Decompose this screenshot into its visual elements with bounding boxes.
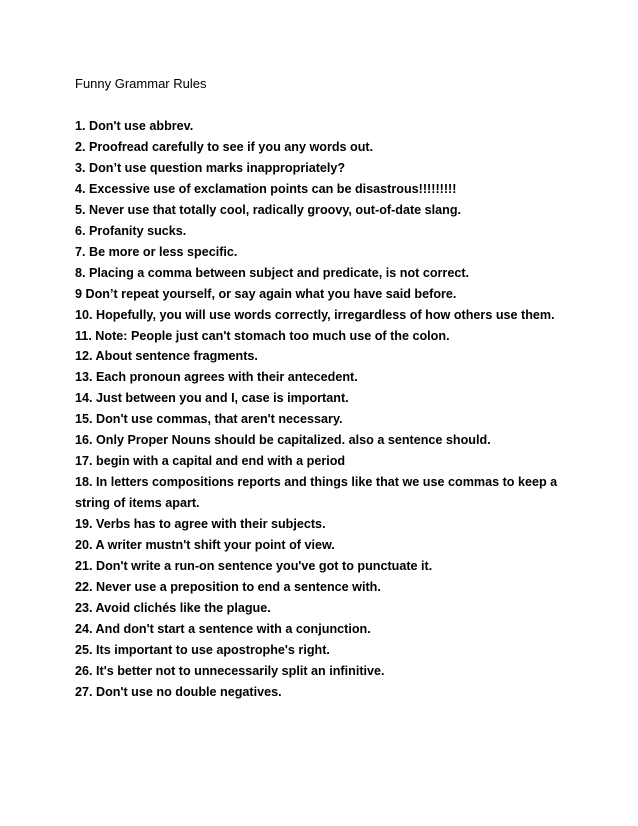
rule-item: 15. Don't use commas, that aren't necessary. <box>75 412 343 427</box>
rule-item: 14. Just between you and I, case is important. <box>75 391 349 406</box>
rule-item: 5. Never use that totally cool, radically groovy, out-of-date slang. <box>75 202 462 217</box>
rule-item: 13. Each pronoun agrees with their antecedent. <box>75 370 358 385</box>
rule-item: 4. Excessive use of exclamation points can be disastrous!!!!!!!!! <box>75 181 457 196</box>
rule-item: 12. About sentence fragments. <box>75 349 258 364</box>
rule-item: 6. Profanity sucks. <box>75 223 187 238</box>
document-title: Funny Grammar Rules <box>75 76 207 91</box>
rule-item: 27. Don't use no double negatives. <box>75 684 282 699</box>
rule-item: 7. Be more or less specific. <box>75 244 238 259</box>
rule-item: 20. A writer mustn't shift your point of view. <box>75 538 335 553</box>
rule-item: 9 Don’t repeat yourself, or say again what you have said before. <box>75 286 457 301</box>
rule-item: 8. Placing a comma between subject and predicate, is not correct. <box>75 265 470 280</box>
rule-item: 1. Don't use abbrev. <box>75 119 194 133</box>
rules-list <box>75 116 575 703</box>
rule-item: 16. Only Proper Nouns should be capitalized. also a sentence should. <box>75 433 491 448</box>
rule-item: 10. Hopefully, you will use words correctly, irregardless of how others use them. <box>75 307 555 322</box>
rule-item: 26. It's better not to unnecessarily split an infinitive. <box>75 663 385 678</box>
rule-item: 17. begin with a capital and end with a period <box>75 454 346 469</box>
rule-item: 25. Its important to use apostrophe's right. <box>75 642 330 657</box>
rule-item: 22. Never use a preposition to end a sentence with. <box>75 579 381 594</box>
rule-item: 3. Don’t use question marks inappropriately? <box>75 160 346 175</box>
rule-item: 23. Avoid clichés like the plague. <box>75 600 271 615</box>
rule-item: 21. Don't write a run-on sentence you've got to punctuate it. <box>75 559 433 574</box>
rule-item: 18. In letters compositions reports and things like that we use commas to keep a string of items apart. <box>75 475 558 511</box>
rule-item: 2. Proofread carefully to see if you any words out. <box>75 139 374 154</box>
rule-item: 11. Note: People just can't stomach too much use of the colon. <box>75 328 450 343</box>
rule-item: 24. And don't start a sentence with a conjunction. <box>75 621 371 636</box>
rule-item: 19. Verbs has to agree with their subjects. <box>75 517 326 532</box>
